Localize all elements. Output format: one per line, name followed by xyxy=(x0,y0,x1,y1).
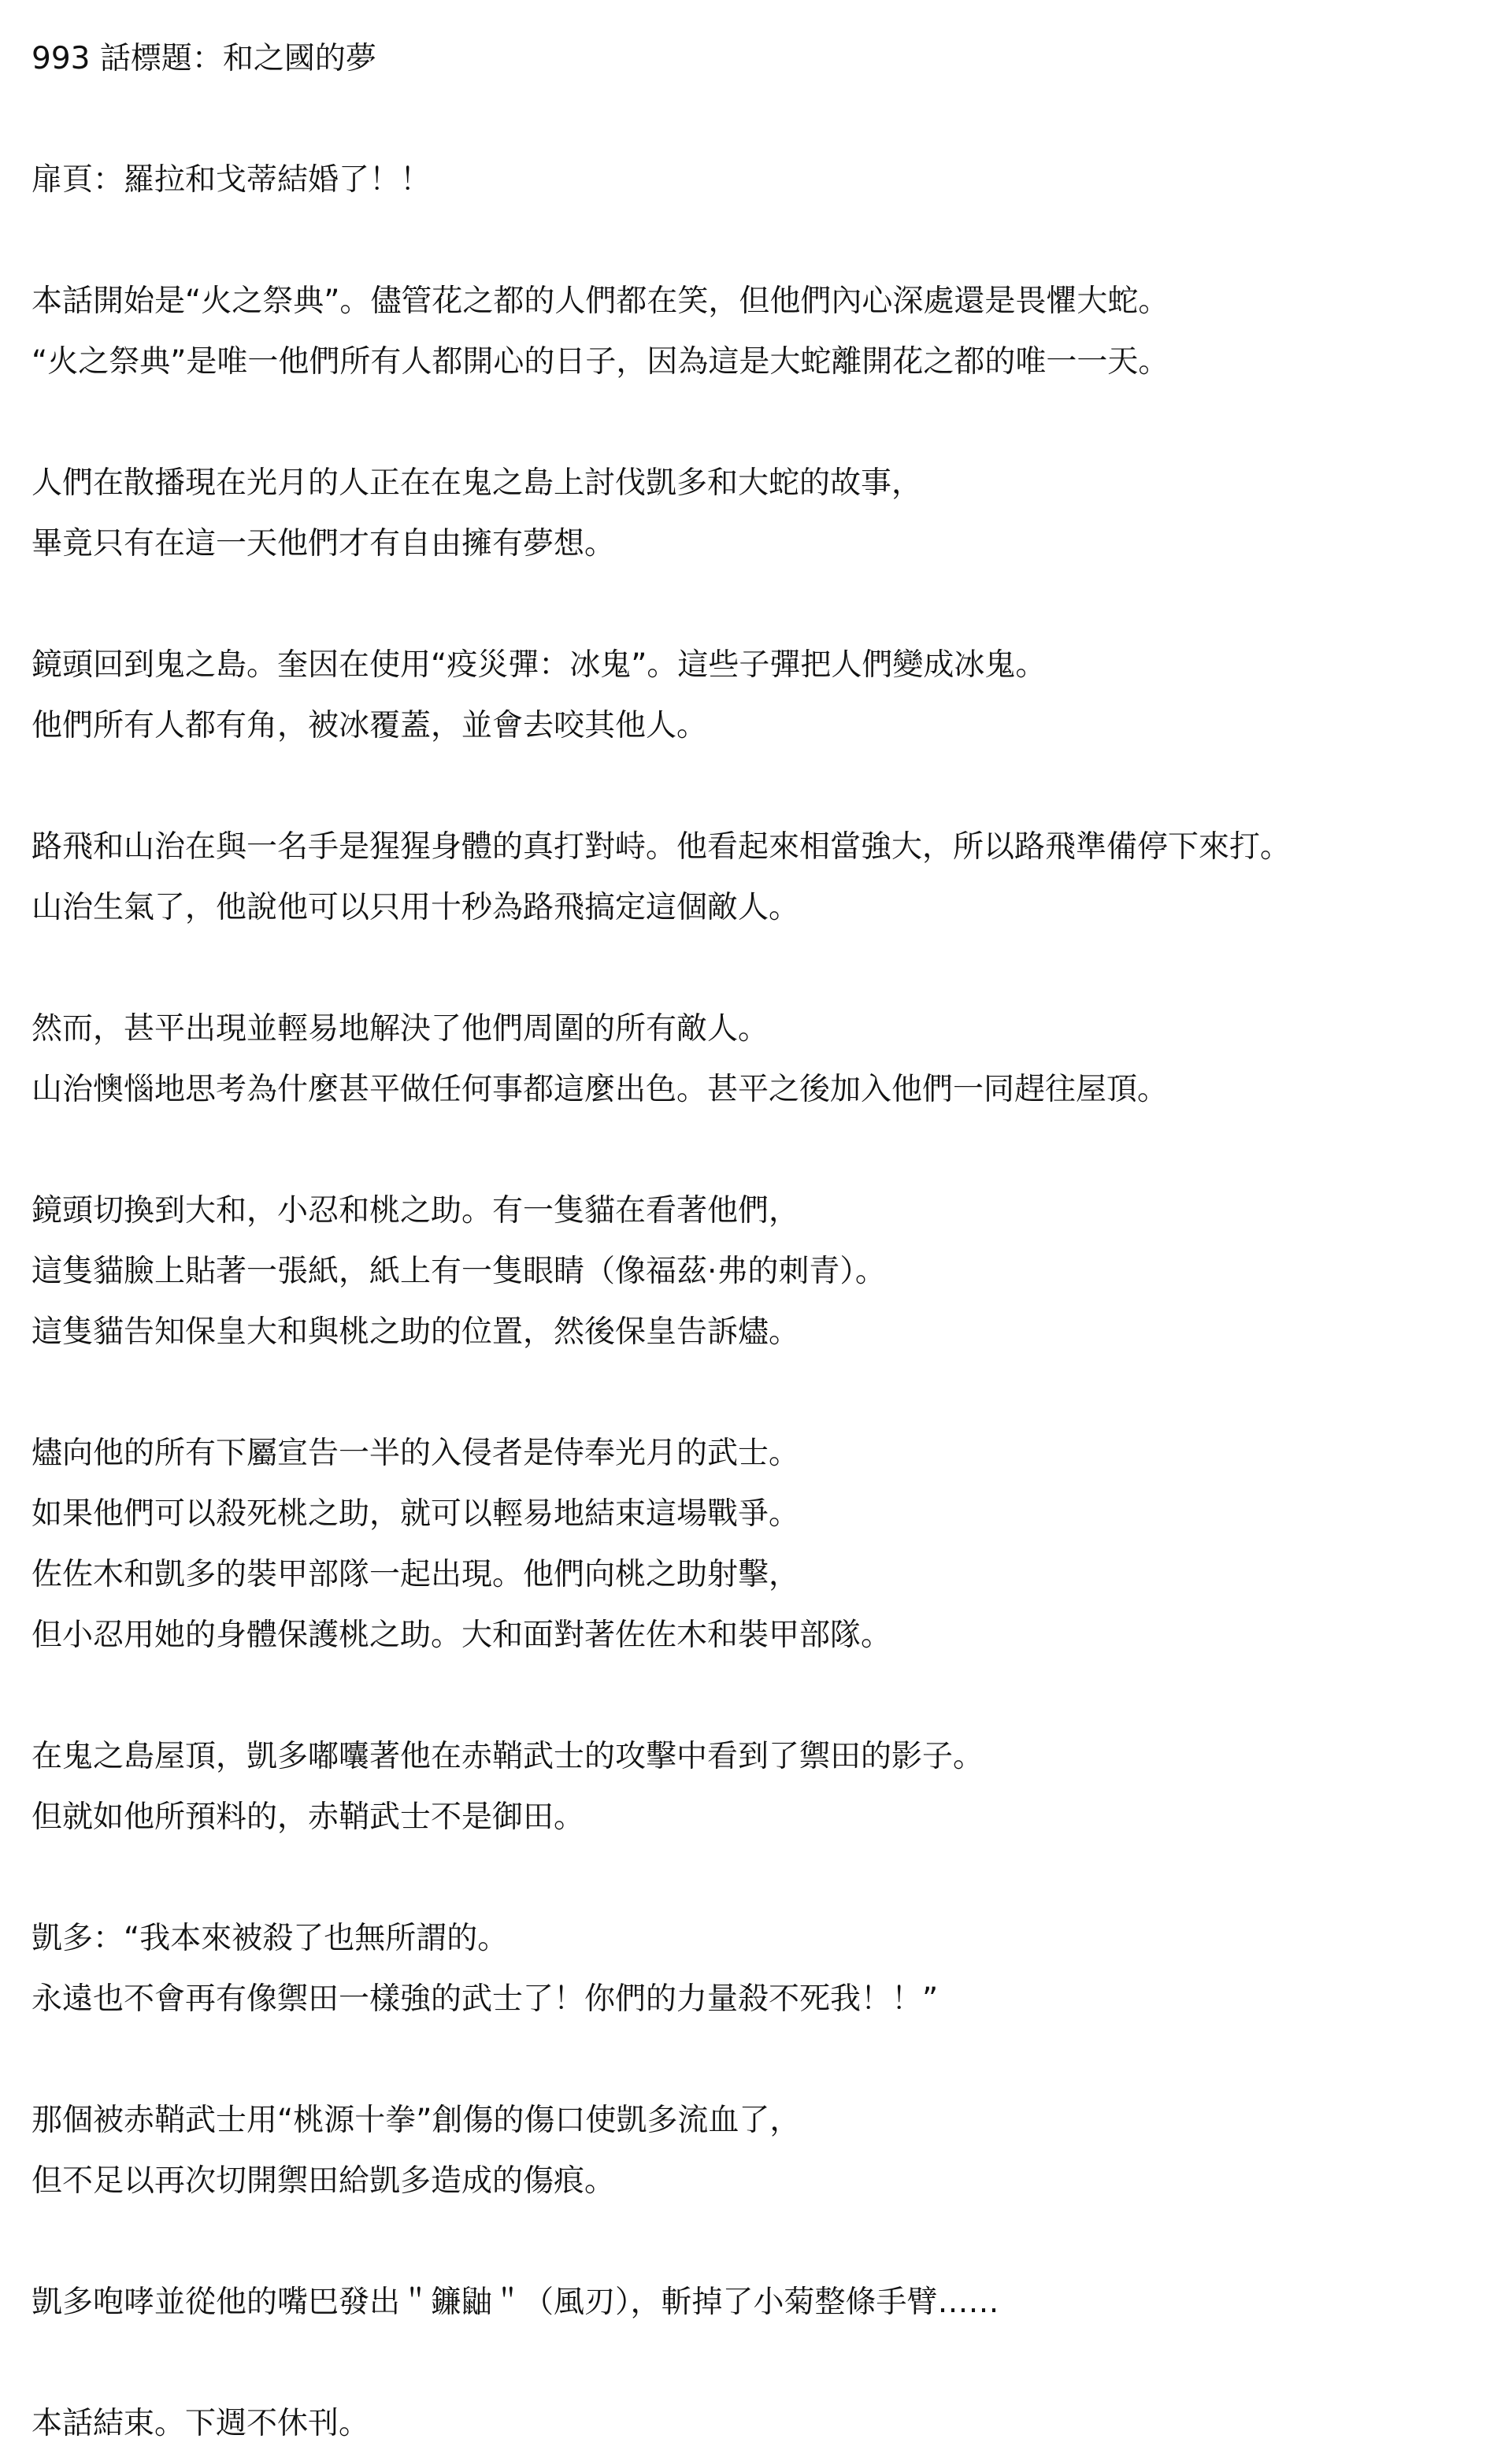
text-line: 山治生氣了，他說他可以只用十秒為路飛搞定這個敵人。 xyxy=(32,890,800,925)
text-line: 凱多：“我本來被殺了也無所謂的。 xyxy=(32,1921,509,1956)
text-line: 凱多咆哮並從他的嘴巴發出＂鐮鼬＂（風刃），斬掉了小菊整條手臂…… xyxy=(32,2285,999,2320)
text-line: 這隻貓告知保皇大和與桃之助的位置，然後保皇告訴燼。 xyxy=(32,1314,800,1350)
text-line: 鏡頭回到鬼之島。奎因在使用“疫災彈：冰鬼”。這些子彈把人們變成冰鬼。 xyxy=(32,647,1047,683)
text-line: 如果他們可以殺死桃之助，就可以輕易地結束這場戰爭。 xyxy=(32,1496,800,1532)
text-line: 山治懊惱地思考為什麼甚平做任何事都這麼出色。甚平之後加入他們一同趕往屋頂。 xyxy=(32,1072,1169,1107)
paragraph-jinbe xyxy=(32,999,1480,1120)
text-line: 扉頁：羅拉和戈蒂結婚了！！ xyxy=(32,162,432,198)
paragraph-rooftop xyxy=(32,1726,1480,1848)
chapter-title xyxy=(32,28,1480,89)
text-line: 永遠也不會再有像禦田一樣強的武士了！你們的力量殺不死我！！” xyxy=(32,1981,939,2017)
text-line: 那個被赤鞘武士用“桃源十拳”創傷的傷口使凱多流血了， xyxy=(32,2103,801,2138)
text-line: 本話開始是“火之祭典”。儘管花之都的人們都在笑，但他們內心深處還是畏懼大蛇。 xyxy=(32,284,1169,319)
text-line: “火之祭典”是唯一他們所有人都開心的日子，因為這是大蛇離開花之都的唯一一天。 xyxy=(32,344,1169,380)
text-line: 鏡頭切換到大和，小忍和桃之助。有一隻貓在看著他們， xyxy=(32,1193,800,1229)
text-line: 畢竟只有在這一天他們才有自由擁有夢想。 xyxy=(32,526,616,562)
paragraph-rumors xyxy=(32,453,1480,574)
paragraph-kamaitachi xyxy=(32,2272,1480,2333)
text-line: 然而，甚平出現並輕易地解決了他們周圍的所有敵人。 xyxy=(32,1011,769,1047)
text-line: 但不足以再次切開禦田給凱多造成的傷痕。 xyxy=(32,2163,616,2199)
text-line: 993 話標題：和之國的夢 xyxy=(32,41,376,76)
text-line: 本話結束。下週不休刊。 xyxy=(32,2406,370,2441)
text-line: 路飛和山治在與一名手是猩猩身體的真打對峙。他看起來相當強大，所以路飛準備停下來打。 xyxy=(32,829,1292,865)
text-line: 佐佐木和凱多的裝甲部隊一起出現。他們向桃之助射擊， xyxy=(32,1557,800,1592)
paragraph-yamato-cat xyxy=(32,1180,1480,1362)
text-line: 但小忍用她的身體保護桃之助。大和面對著佐佐木和裝甲部隊。 xyxy=(32,1618,892,1653)
paragraph-wound xyxy=(32,2090,1480,2211)
paragraph-queen xyxy=(32,635,1480,756)
text-line: 這隻貓臉上貼著一張紙，紙上有一隻眼睛（像福茲·弗的刺青）。 xyxy=(32,1254,886,1289)
paragraph-cover-page xyxy=(32,150,1480,210)
paragraph-luffy-sanji xyxy=(32,817,1480,938)
text-line: 在鬼之島屋頂，凱多嘟囔著他在赤鞘武士的攻擊中看到了禦田的影子。 xyxy=(32,1739,984,1774)
paragraph-chapter-end xyxy=(32,2393,1480,2454)
text-line: 但就如他所預料的，赤鞘武士不是御田。 xyxy=(32,1799,585,1835)
paragraph-kaido-quote xyxy=(32,1908,1480,2029)
paragraph-king-announcement xyxy=(32,1423,1480,1666)
text-line: 人們在散播現在光月的人正在在鬼之島上討伐凱多和大蛇的故事， xyxy=(32,465,923,501)
text-line: 燼向他的所有下屬宣告一半的入侵者是侍奉光月的武士。 xyxy=(32,1436,800,1471)
text-line: 他們所有人都有角，被冰覆蓋，並會去咬其他人。 xyxy=(32,708,708,743)
paragraph-fire-festival xyxy=(32,271,1480,392)
